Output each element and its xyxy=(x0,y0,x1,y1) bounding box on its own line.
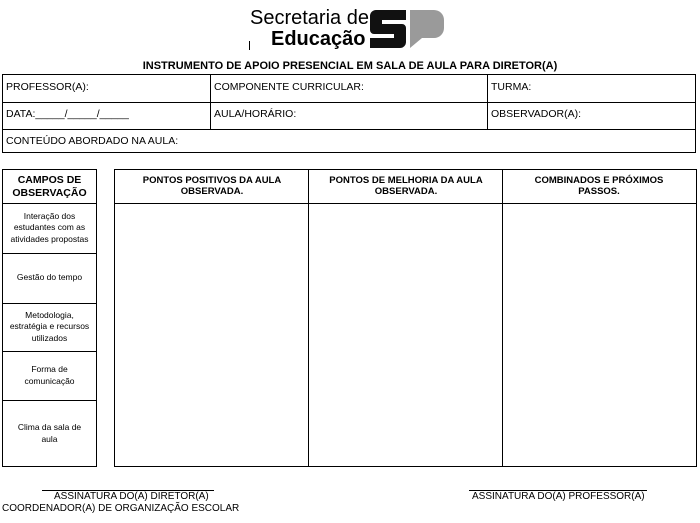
info-divider xyxy=(487,75,488,129)
componente-curricular-field[interactable]: COMPONENTE CURRICULAR: xyxy=(214,81,364,93)
campos-column xyxy=(2,169,97,467)
positivos-writing-area[interactable] xyxy=(115,204,308,466)
campo-metodologia: Metodologia, estratégia e recursos utilizados xyxy=(9,309,90,343)
form-title: INSTRUMENTO DE APOIO PRESENCIAL EM SALA DE AULA PARA DIRETOR(A) xyxy=(142,60,558,72)
sp-logo-icon xyxy=(370,10,446,53)
diretor-signature-label: ASSINATURA DO(A) DIRETOR(A) xyxy=(54,491,209,502)
professor-field[interactable]: PROFESSOR(A): xyxy=(6,81,89,93)
observation-grid xyxy=(114,169,697,467)
data-blank: _____/_____/_____ xyxy=(35,108,129,120)
data-field[interactable] xyxy=(6,108,129,120)
conteudo-field[interactable]: CONTEÚDO ABORDADO NA AULA: xyxy=(6,135,179,147)
professor-signature-label: ASSINATURA DO(A) PROFESSOR(A) xyxy=(472,491,645,502)
info-divider xyxy=(3,102,695,103)
data-label: DATA: xyxy=(6,108,36,120)
logo-tick xyxy=(249,41,250,50)
turma-field[interactable]: TURMA: xyxy=(491,81,532,93)
aula-horario-field[interactable]: AULA/HORÁRIO: xyxy=(214,108,297,120)
info-divider xyxy=(3,129,695,130)
campo-clima: Clima da sala de aula xyxy=(17,422,82,444)
info-divider xyxy=(210,75,211,129)
col-pontos-positivos: PONTOS POSITIVOS DA AULA OBSERVADA. xyxy=(142,174,282,197)
logo-line-secretaria: Secretaria de xyxy=(250,7,369,29)
coordenador-signature-label: COORDENADOR(A) DE ORGANIZAÇÃO ESCOLAR xyxy=(2,503,240,514)
col-combinados: COMBINADOS E PRÓXIMOS PASSOS. xyxy=(534,174,664,197)
melhoria-writing-area[interactable] xyxy=(309,204,502,466)
campos-header: CAMPOS DE OBSERVAÇÃO xyxy=(12,174,87,199)
col-pontos-melhoria: PONTOS DE MELHORIA DA AULA OBSERVADA. xyxy=(329,174,483,197)
observador-field[interactable]: OBSERVADOR(A): xyxy=(491,108,582,120)
logo-line-educacao: Educação xyxy=(271,28,366,50)
campo-interacao: Interação dos estudantes com as atividades propostas xyxy=(10,210,89,244)
campo-comunicacao: Forma de comunicação xyxy=(24,364,75,386)
campo-gestao-tempo: Gestão do tempo xyxy=(16,272,83,283)
info-table xyxy=(2,74,696,153)
combinados-writing-area[interactable] xyxy=(503,204,696,466)
